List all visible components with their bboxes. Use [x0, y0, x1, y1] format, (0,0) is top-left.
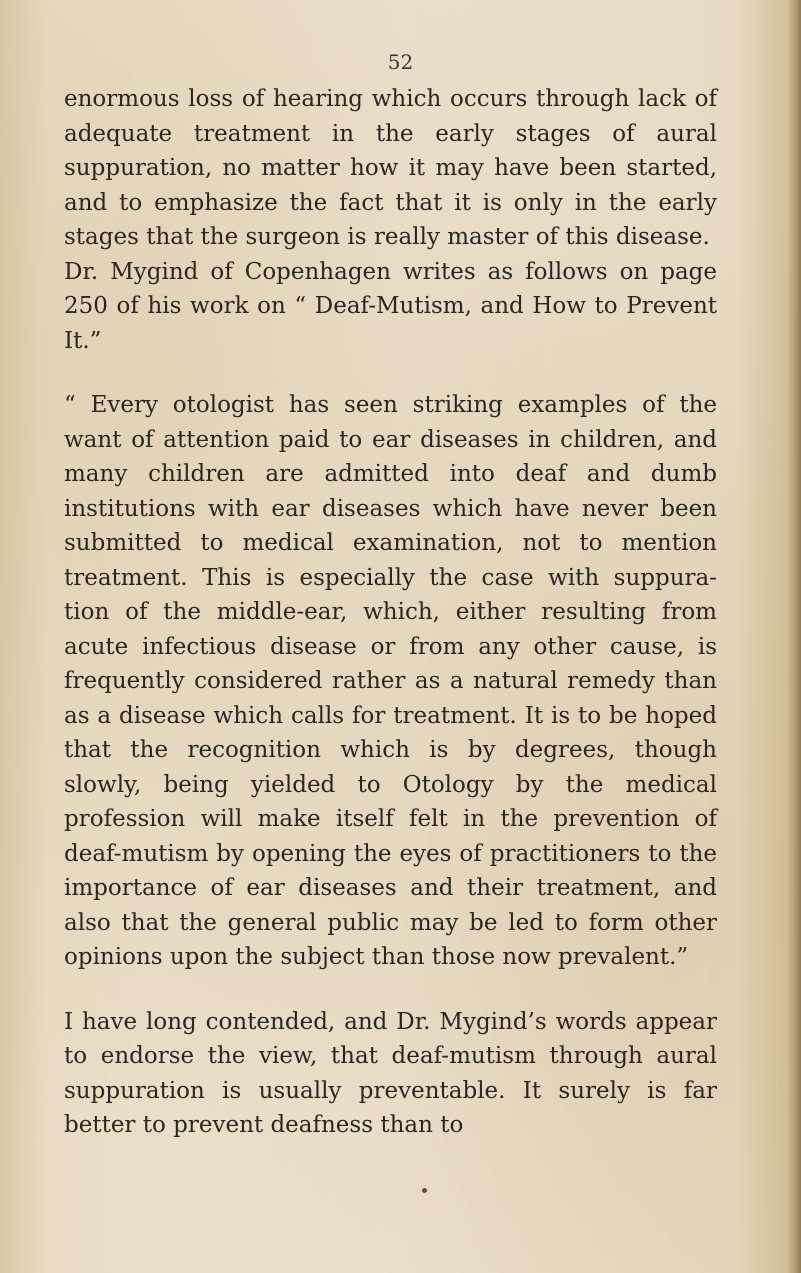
paragraph-1: enormous loss of hearing which occurs through lack of adequate treatment in the early stages of aural suppuration, no matter how it may have been started, and to emphasize the fact that it is only in the early stages that the surgeon is really master of this disease. — [64, 86, 717, 250]
paragraph-4: I have long contended, and Dr. Mygind’s words appear to endorse the view, that deaf-mutism through aural suppuration is usually preventable. It surely is far better to prevent deafness than to — [64, 1008, 717, 1138]
ink-speck — [422, 1188, 427, 1193]
page-number: 52 — [387, 50, 414, 74]
paragraph-2: Dr. Mygind of Copenhagen writes as follows on page 250 of his work on “ Deaf-Mutism, and How to Prevent It.” — [64, 258, 717, 354]
page-edge-shadow — [787, 0, 801, 1273]
body-text — [64, 82, 717, 1143]
paragraph-3-quotation: “ Every otologist has seen striking examples of the want of attention paid to ear diseases in children, and many children are admitted into deaf and dumb institutions with ear diseases which have never been submitted to medical examination, not to mention treatment. This is especially the case with suppura- tion of the middle-ear, which, either resulting from acute infectious disease or from any other cause, is frequently considered rather as a natural remedy than as a disease which calls for treatment. It is to be hoped that the recognition which is by degrees, though slowly, being yielded to Otology by the medical profession will make itself felt in the prevention of deaf-mutism by opening the eyes of practitioners to the importance of ear diseases and their treatment, and also that the general public may be led to form other opinions upon the subject than those now prevalent.” — [64, 392, 717, 970]
